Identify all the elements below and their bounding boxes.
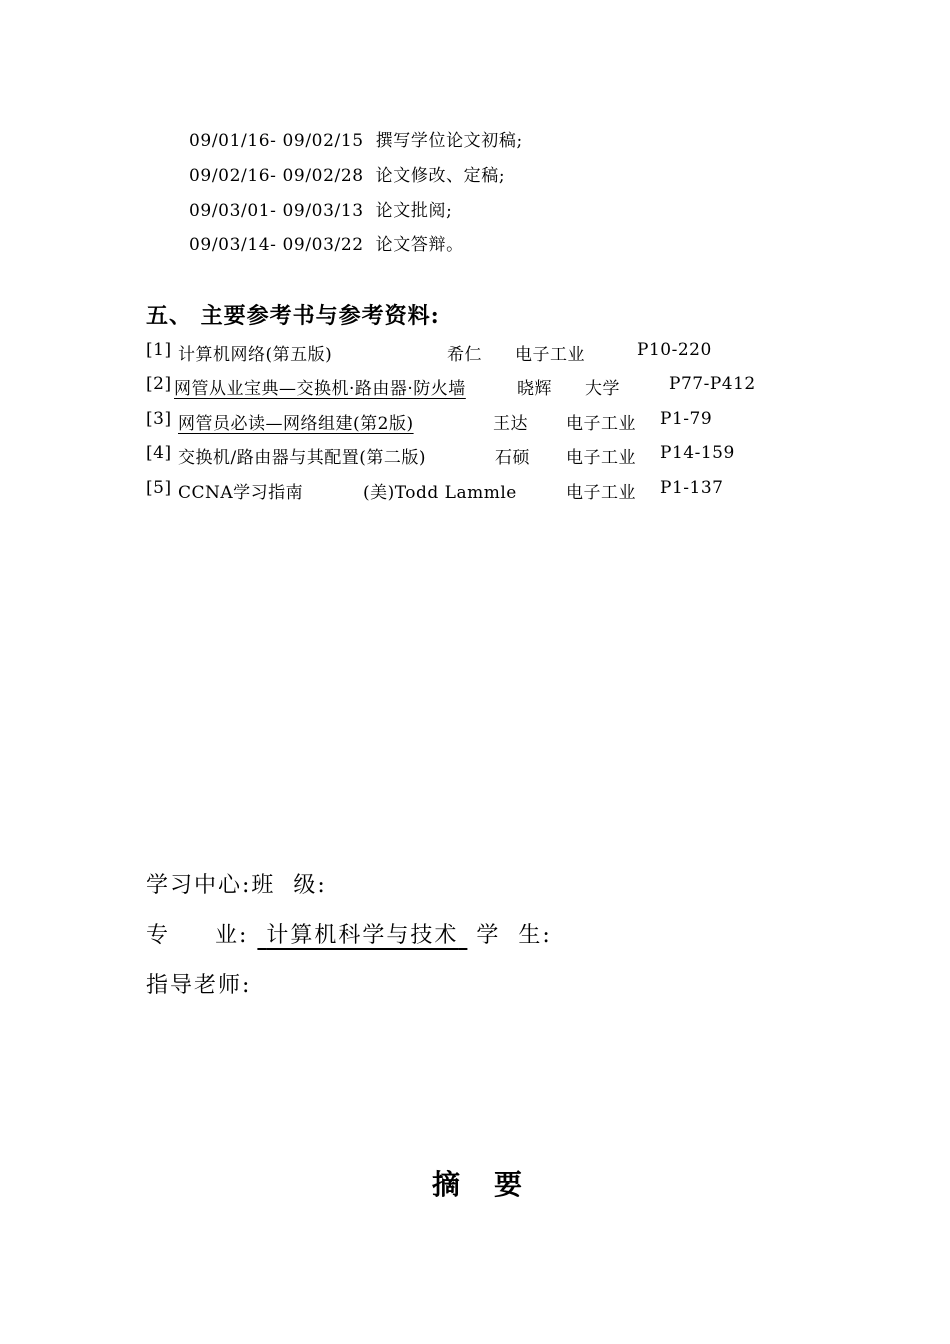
schedule-period: 09/03/01- 09/03/13 bbox=[189, 201, 364, 221]
reference-title: CCNA学习指南 bbox=[178, 483, 304, 503]
reference-title: 网管从业宝典—交换机·路由器·防火墙 bbox=[174, 379, 466, 399]
reference-publisher: 电子工业 bbox=[566, 448, 636, 468]
info-row-major bbox=[146, 918, 552, 949]
reference-num: [1] bbox=[146, 340, 172, 360]
reference-publisher: 电子工业 bbox=[566, 483, 636, 503]
advisor-label: 指导老师: bbox=[146, 973, 252, 998]
reference-pages: P77-P412 bbox=[669, 374, 756, 394]
schedule-row bbox=[189, 196, 452, 221]
schedule-period: 09/03/14- 09/03/22 bbox=[189, 235, 364, 255]
info-row-center bbox=[146, 868, 327, 899]
reference-title: 计算机网络(第五版) bbox=[178, 345, 333, 365]
reference-title: 网管员必读—网络组建(第2版) bbox=[178, 414, 414, 434]
references-heading: 五、 主要参考书与参考资料: bbox=[146, 303, 440, 329]
reference-author: (美)Todd Lammle bbox=[363, 483, 517, 503]
info-row-advisor bbox=[146, 968, 251, 999]
reference-pages: P1-79 bbox=[660, 409, 713, 429]
reference-num: [2] bbox=[146, 374, 172, 394]
schedule-task: 论文答辩。 bbox=[375, 235, 464, 255]
schedule-task: 撰写学位论文初稿; bbox=[375, 131, 523, 151]
reference-pages: P1-137 bbox=[660, 478, 724, 498]
reference-pages: P10-220 bbox=[637, 340, 712, 360]
reference-pages: P14-159 bbox=[660, 443, 735, 463]
reference-publisher: 大学 bbox=[585, 379, 620, 399]
schedule-row bbox=[189, 161, 505, 186]
schedule-row bbox=[189, 126, 523, 151]
reference-num: [3] bbox=[146, 409, 172, 429]
reference-num: [5] bbox=[146, 478, 172, 498]
major-value bbox=[257, 918, 467, 949]
reference-num: [4] bbox=[146, 443, 172, 463]
schedule-task: 论文修改、定稿; bbox=[375, 166, 506, 186]
reference-author: 晓辉 bbox=[517, 379, 552, 399]
study-center-label: 学习中心: bbox=[146, 873, 252, 898]
major-label: 专 业: bbox=[146, 923, 249, 948]
schedule-task: 论文批阅; bbox=[375, 201, 453, 221]
class-label: 班 级: bbox=[251, 873, 327, 898]
reference-title: 交换机/路由器与其配置(第二版) bbox=[178, 448, 426, 468]
abstract-title: 摘要 bbox=[432, 1168, 557, 1201]
major-value-text: 计算机科学与技术 bbox=[266, 923, 459, 948]
reference-publisher: 电子工业 bbox=[515, 345, 585, 365]
schedule-period: 09/01/16- 09/02/15 bbox=[189, 131, 364, 151]
schedule-row bbox=[189, 230, 464, 255]
student-label: 学 生: bbox=[476, 923, 552, 948]
reference-author: 石硕 bbox=[495, 448, 530, 468]
schedule-period: 09/02/16- 09/02/28 bbox=[189, 166, 364, 186]
reference-author: 希仁 bbox=[447, 345, 482, 365]
reference-author: 王达 bbox=[493, 414, 528, 434]
reference-publisher: 电子工业 bbox=[566, 414, 636, 434]
